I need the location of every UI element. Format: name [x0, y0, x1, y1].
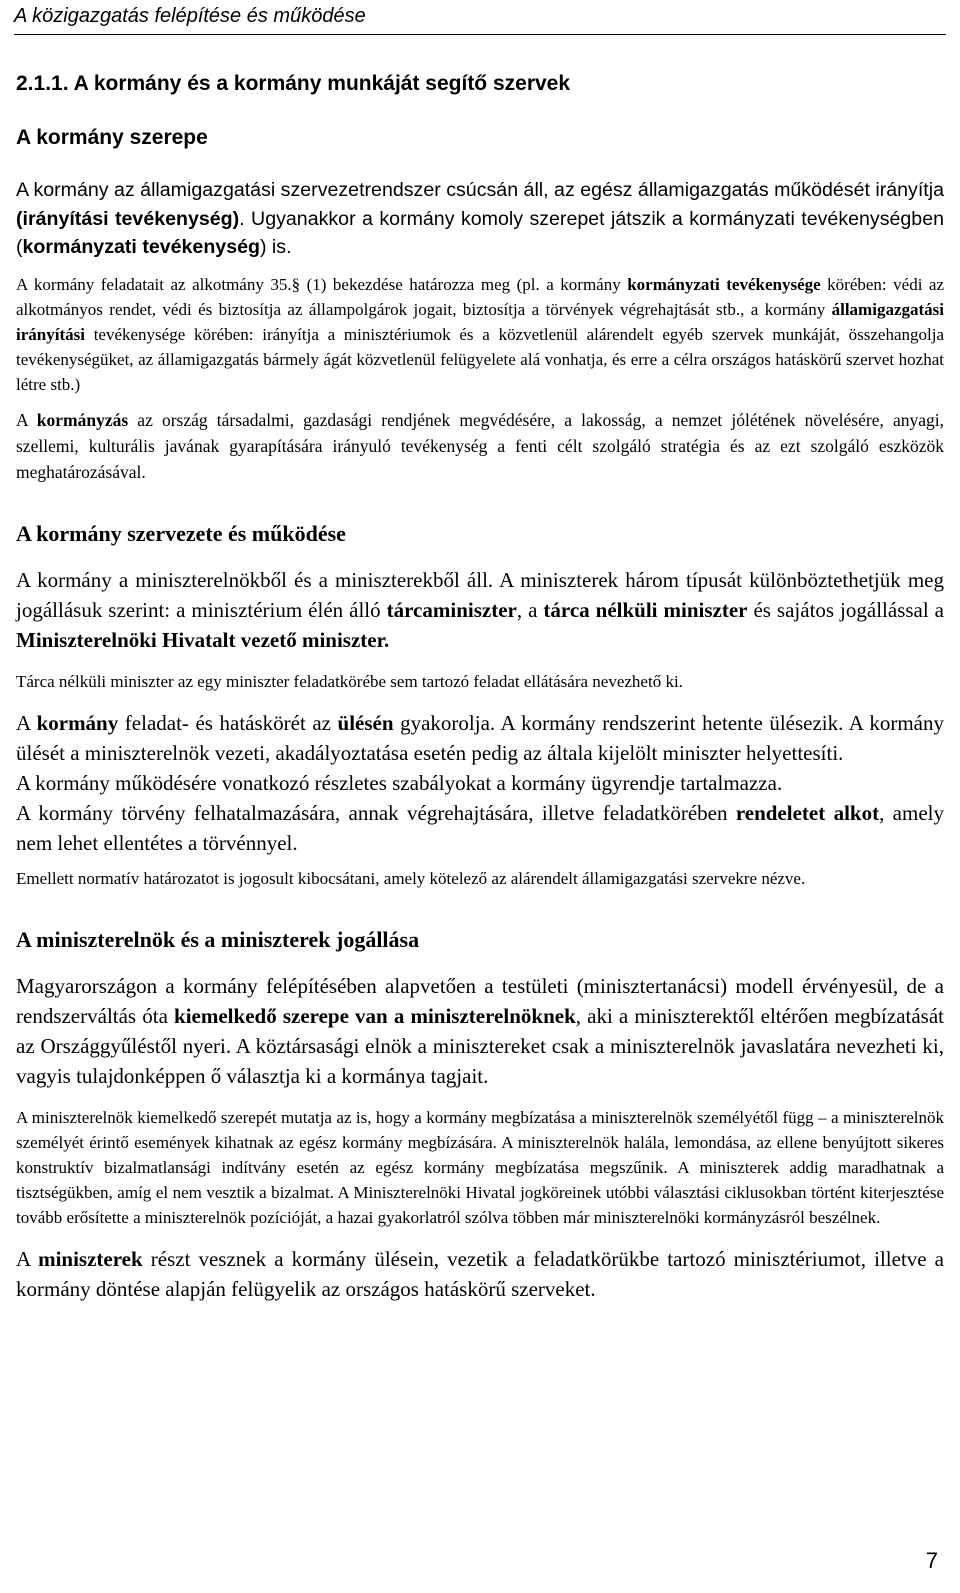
paragraph-kormany-feladatai: A kormány feladatait az alkotmány 35.§ (1) bekezdése határozza meg (pl. a kormány kormányzati tevékenysége körében: védi az alkotmányos rendet, védi és biztosítja az állampolgárok jogait, biztosítja a törvények végrehajtását stb., a kormány államigazgatási irányítási tevékenysége körében: irányítja a minisztériumok és a közvetlenül alárendelt egyéb szervek munkáját, összehangolja tevékenységüket, az államigazgatás bármely ágát közvetlenül felügyelete alá vonhatja, és erre a célra országos hatáskörű szervet hozhat létre stb.)	[16, 274, 945, 394]
paragraph-kormany-ulese: A kormány feladat- és hatáskörét az ülésén gyakorolja. A kormány rendszerint hetente ülésezik. A kormány ülését a miniszterelnök vezeti, akadályoztatása esetén pedig az általa kijelölt miniszter helyettesíti.	[16, 710, 944, 765]
heading-miniszterelnok-jogallasa: A miniszterelnök és a miniszterek jogállása	[16, 926, 420, 952]
running-header	[14, 0, 946, 35]
page-number: 7	[925, 1548, 938, 1573]
section-number-title: 2.1.1. A kormány és a kormány munkáját segítő szervek	[16, 72, 571, 95]
page-content	[16, 70, 944, 1304]
heading-kormany-szerepe: A kormány szerepe	[16, 126, 208, 149]
paragraph-normativ-hatarozat: Emellett normatív határozatot is jogosult kibocsátani, amely kötelező az alárendelt államigazgatási szervekre nézve.	[16, 868, 806, 888]
paragraph-ugyrend: A kormány működésére vonatkozó részletes szabályokat a kormány ügyrendje tartalmazza.	[16, 770, 783, 795]
paragraph-miniszterelnok-szerepe: A miniszterelnök kiemelkedő szerepét mutatja az is, hogy a kormány megbízatása a miniszterelnök személyétől függ – a miniszterelnök személyét érintő események kihatnak az egész kormány megbízására. A miniszterelnök halála, lemondása, az ellene benyújtott sikeres konstruktív bizalmatlansági indítvány esetén az egész kormány megbízatása megszűnik. A miniszterek addig maradhatnak a tisztségükben, amíg el nem vesztik a bizalmat. A Miniszterelnöki Hivatal jogköreinek utóbbi választási ciklusokban történt kiterjesztése tovább erősítette a miniszterelnök pozícióját, a hazai gyakorlatról szólva többen már miniszterelnöki kormányzásról beszélnek.	[16, 1107, 944, 1227]
paragraph-magyarorszagon: Magyarországon a kormány felépítésében alapvetően a testületi (minisztertanácsi) modell érvényesül, de a rendszerváltás óta kiemelkedő szerepe van a miniszterelnöknek, aki a miniszterektől eltérően megbízatását az Országgyűléstől nyeri. A köztársasági elnök a minisztereket csak a miniszterelnök javaslatára nevezheti ki, vagyis tulajdonképpen ő választja ki a kormánya tagjait.	[16, 973, 944, 1088]
paragraph-rendelet: A kormány törvény felhatalmazására, annak végrehajtására, illetve feladatkörében rendeletet alkot, amely nem lehet ellentétes a törvénnyel.	[16, 800, 944, 855]
paragraph-kormanyzas: A kormányzás az ország társadalmi, gazdasági rendjének megvédésére, a lakosság, a nemzet jólétének növelésére, anyagi, szellemi, kulturális javának gyarapítására irányuló tevékenység a fenti célt szolgáló stratégia és az ezt szolgáló eszközök meghatározásával.	[16, 409, 944, 482]
bold-kormanyzati: kormányzati tevékenység	[22, 236, 260, 258]
header-title: A közigazgatás felépítése és működése	[14, 5, 366, 27]
paragraph-kormany-osszetetele: A kormány a miniszterelnökből és a miniszterekből áll. A miniszterek három típusát különböztethetjük meg jogállásuk szerint: a minisztérium élén álló tárcaminiszter, a tárca nélküli miniszter és sajátos jogállással a Miniszterelnöki Hivatalt vezető miniszter.	[16, 567, 945, 652]
paragraph-kormany-szerepe-1: A kormány az államigazgatási szervezetrendszer csúcsán áll, az egész államigazgatás működését irányítja (irányítási tevékenység). Ugyanakkor a kormány komoly szerepet játszik a kormányzati tevékenységben (kormányzati tevékenység) is.	[16, 179, 944, 258]
bold-iranyitasi: (irányítási tevékenység)	[16, 207, 240, 230]
paragraph-miniszterek: A miniszterek részt vesznek a kormány ülésein, vezetik a feladatkörükbe tartozó minisztériumot, illetve a kormány döntése alapján felügyelik az országos hatáskörű szerveket.	[16, 1246, 944, 1301]
heading-kormany-szervezete: A kormány szervezete és működése	[16, 520, 346, 546]
paragraph-tarca-nelkuli: Tárca nélküli miniszter az egy miniszter feladatkörébe sem tartozó feladat ellátására nevezhető ki.	[16, 671, 683, 691]
section-sign-icon: §	[291, 274, 301, 294]
